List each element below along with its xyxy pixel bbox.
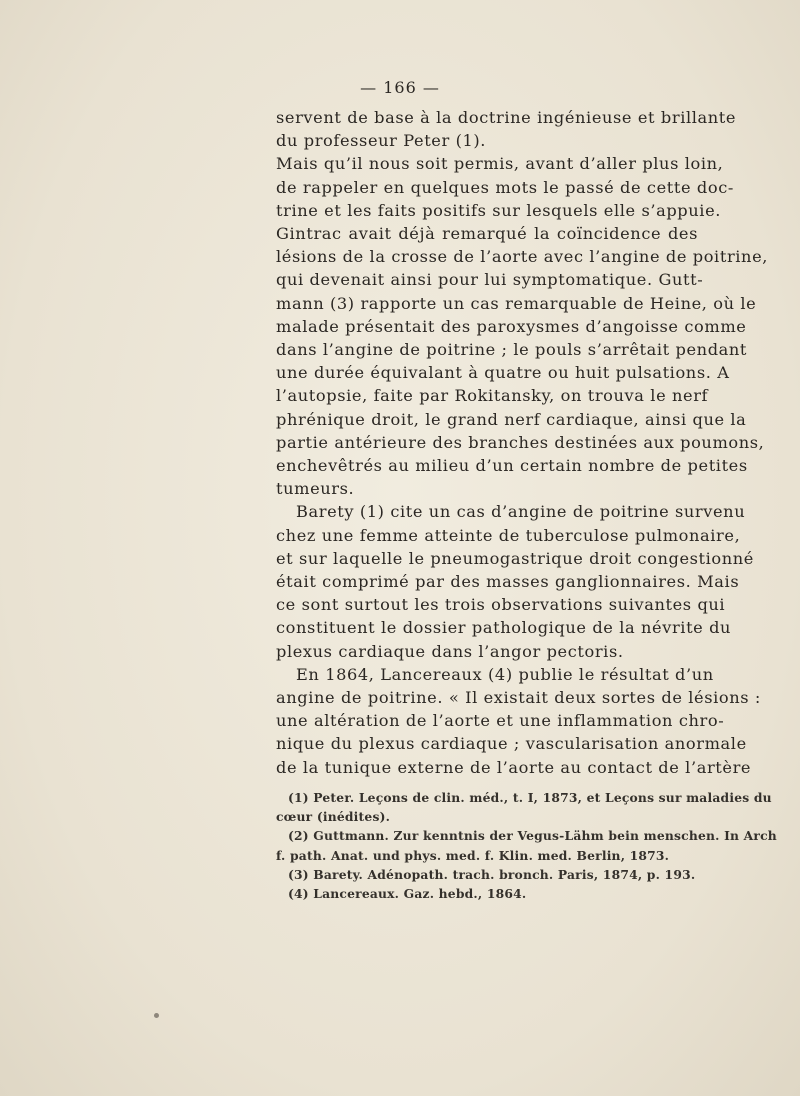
text-line: ce sont surtout les trois observations suivantes qui — [276, 595, 726, 615]
text-line: qui devenait ainsi pour lui symptomatique. Gutt- — [276, 270, 704, 290]
text-line: Barety (1) cite un cas d’angine de poitrine survenu — [296, 502, 746, 522]
footnote-line: (3) Barety. Adénopath. trach. bronch. Paris, 1874, p. 193. — [288, 866, 696, 882]
text-line: malade présentait des paroxysmes d’angoisse comme — [276, 316, 747, 336]
text-line: tumeurs. — [276, 479, 355, 499]
text-line: partie antérieure des branches destinées aux poumons, — [276, 432, 765, 452]
text-line: et sur laquelle le pneumogastrique droit congestionné — [276, 548, 754, 568]
text-line: du professeur Peter (1). — [276, 131, 487, 151]
footnote-line: cœur (inédites). — [276, 809, 391, 825]
body-text — [276, 106, 769, 779]
text-line: une durée équivalant à quatre ou huit pulsations. A — [276, 363, 730, 383]
text-line: phrénique droit, le grand nerf cardiaque, ainsi que la — [276, 409, 747, 429]
footnote-line: f. path. Anat. und phys. med. f. Klin. med. Berlin, 1873. — [276, 847, 670, 863]
text-line: En 1864, Lancereaux (4) publie le résultat d’un — [296, 664, 714, 684]
text-line: l’autopsie, faite par Rokitansky, on trouva le nerf — [276, 386, 709, 406]
text-line: était comprimé par des masses ganglionnaires. Mais — [276, 572, 740, 592]
footnote-line: (4) Lancereaux. Gaz. hebd., 1864. — [288, 886, 527, 902]
text-line: Mais qu’il nous soit permis, avant d’aller plus loin, — [276, 154, 724, 174]
text-line: nique du plexus cardiaque ; vascularisation anormale — [276, 734, 747, 754]
text-line: plexus cardiaque dans l’angor pectoris. — [276, 641, 624, 661]
text-line: de la tunique externe de l’aorte au contact de l’artère — [276, 757, 752, 777]
text-line: constituent le dossier pathologique de la névrite du — [276, 618, 732, 638]
text-line: une altération de l’aorte et une inflammation chro- — [276, 711, 725, 731]
text-line: lésions de la crosse de l’aorte avec l’angine de poitrine, — [276, 247, 769, 267]
text-line: angine de poitrine. « Il existait deux sortes de lésions : — [276, 688, 761, 708]
paper-speck — [154, 1013, 159, 1018]
footnote-line: (1) Peter. Leçons de clin. méd., t. I, 1873, et Leçons sur maladies du — [288, 790, 772, 805]
text-line: servent de base à la doctrine ingénieuse et brillante — [276, 108, 737, 127]
text-line: enchevêtrés au milieu d’un certain nombre de petites — [276, 456, 748, 476]
text-line: mann (3) rapporte un cas remarquable de Heine, où le — [276, 293, 757, 313]
text-line: trine et les faits positifs sur lesquels elle s’appuie. — [276, 200, 721, 220]
footnote-line: (2) Guttmann. Zur kenntnis der Vegus-Lähm bein menschen. In Arch — [288, 828, 777, 844]
page-number: — 166 — — [360, 78, 440, 97]
text-line: Gintrac avait déjà remarqué la coïncidence des — [276, 224, 698, 244]
footnotes — [276, 788, 777, 903]
text-line: de rappeler en quelques mots le passé de cette doc- — [276, 177, 734, 197]
text-line: chez une femme atteinte de tuberculose pulmonaire, — [276, 525, 741, 545]
text-line: dans l’angine de poitrine ; le pouls s’arrêtait pendant — [276, 340, 748, 360]
